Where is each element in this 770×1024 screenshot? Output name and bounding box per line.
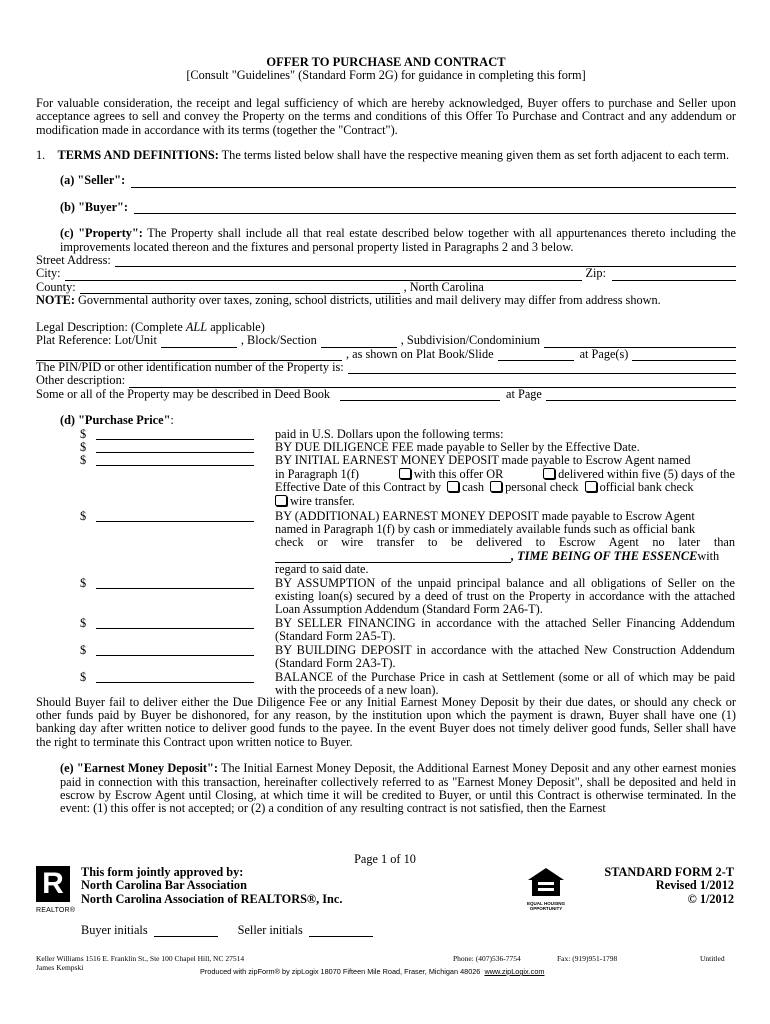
property-label: (c) "Property":: [60, 226, 143, 241]
street-row: [36, 254, 736, 267]
county-row: [36, 281, 736, 294]
produced-by: [200, 965, 544, 978]
revised-date: Revised 1/2012: [655, 878, 734, 893]
earnest-label: (e) "Earnest Money Deposit":: [60, 761, 218, 776]
additional-em-field[interactable]: [96, 510, 254, 522]
form-subtitle: [Consult "Guidelines" (Standard Form 2G) for guidance in completing this form]: [186, 68, 586, 83]
dollar-sign: $: [80, 439, 87, 454]
additional-em-line-4: [275, 550, 735, 563]
wire-transfer-checkbox[interactable]: [275, 495, 287, 506]
seller-financing-text: BY SELLER FINANCING in accordance with the attached Seller Financing Addendum (Standard Form 2A5-T).: [275, 615, 735, 643]
block-field[interactable]: [321, 337, 397, 348]
legal-all: ALL: [185, 319, 208, 334]
deed-book-field[interactable]: [340, 390, 500, 401]
price-row-additional-em: [36, 508, 736, 577]
paid-text: paid in U.S. Dollars upon the following terms:: [275, 426, 504, 441]
seller-row: [36, 174, 736, 187]
dollar-sign: $: [80, 508, 87, 523]
agency-fax: Fax: (919)951-1798: [557, 954, 618, 963]
plat-book-label: , as shown on Plat Book/Slide: [346, 346, 494, 361]
price-row-balance: [36, 669, 736, 697]
equal-housing-icon: [526, 866, 566, 898]
property-paragraph: [36, 227, 736, 254]
dollar-sign: $: [80, 642, 87, 657]
additional-em-line-1: BY (ADDITIONAL) EARNEST MONEY DEPOSIT made payable to Escrow Agent: [275, 508, 695, 523]
earnest-paragraph: [36, 762, 736, 816]
zip-field[interactable]: [612, 270, 736, 281]
copyright: © 1/2012: [687, 891, 734, 906]
deed-book-label: Some or all of the Property may be described in Deed Book: [36, 386, 331, 401]
realtor-r-icon: R: [36, 866, 70, 902]
at-page-field[interactable]: [546, 390, 736, 401]
purchase-price-label: (d) "Purchase Price": [60, 413, 171, 428]
dollar-sign: $: [80, 615, 87, 630]
north-carolina-label: , North Carolina: [403, 279, 484, 294]
at-page-label: at Page: [506, 386, 542, 401]
price-row-seller-financing: [36, 615, 736, 643]
pin-field[interactable]: [348, 363, 736, 374]
other-label: Other description:: [36, 373, 126, 388]
lot-unit-field[interactable]: [161, 337, 237, 348]
form-title: OFFER TO PURCHASE AND CONTRACT: [266, 55, 506, 69]
note-label: NOTE:: [36, 293, 75, 308]
city-label: City:: [36, 266, 61, 281]
standard-form: STANDARD FORM 2-T: [604, 865, 734, 879]
price-row-total: [36, 428, 736, 441]
initial-em-line-1: BY INITIAL EARNEST MONEY DEPOSIT made payable to Escrow Agent named: [275, 453, 691, 468]
fail-paragraph: Should Buyer fail to deliver either the Due Diligence Fee or any Initial Earnest Money Deposit by their due dates, or should any check or other funds paid by Buyer be dishonored, for any reason, by the institution upon which the payment is drawn, Buyer shall have one (1) banking day after written notice to deliver good funds to the payee. In the event Buyer does not timely deliver good funds, Seller shall have the right to terminate this Contract upon written notice to Buyer.: [36, 694, 736, 749]
subdivision-field[interactable]: [544, 337, 736, 348]
initial-em-line-3: [275, 481, 735, 494]
block-label: , Block/Section: [240, 333, 317, 348]
buyer-label: (b) "Buyer":: [60, 199, 128, 214]
personal-check-label: personal check: [505, 480, 579, 495]
initial-em-line-4: [275, 495, 735, 508]
county-label: County:: [36, 279, 76, 294]
assumption-field[interactable]: [96, 577, 254, 589]
city-row: [36, 267, 736, 280]
cash-checkbox[interactable]: [447, 481, 459, 492]
initial-em-text: [275, 454, 735, 508]
initial-em-line-2: [275, 468, 735, 481]
purchase-price-field[interactable]: [96, 428, 254, 440]
assumption-text: BY ASSUMPTION of the unpaid principal balance and all obligations of Seller on the existing loan(s) secured by a deed of trust on the Property in accordance with the attached Loan Assumption Addendum (Standard Form 2A6-T).: [275, 575, 735, 617]
cash-label: cash: [462, 480, 485, 495]
initial-em-2b: with this offer OR: [413, 466, 504, 481]
additional-em-line-3: check or wire transfer to be delivered to Escrow Agent no later than: [275, 535, 735, 550]
section-1-number: 1.: [36, 148, 46, 163]
initial-em-2a: in Paragraph 1(f): [275, 466, 359, 481]
other-row: [36, 374, 736, 387]
note-text: Governmental authority over taxes, zoning, school districts, utilities and mail delivery may differ from address shown.: [78, 293, 661, 308]
street-label: Street Address:: [36, 253, 111, 268]
seller-field[interactable]: [131, 177, 736, 188]
dollar-sign: $: [80, 669, 87, 684]
personal-check-checkbox[interactable]: [490, 481, 502, 492]
approval-block: [81, 866, 342, 906]
plat-book-field[interactable]: [498, 350, 574, 361]
plat-row: [36, 334, 736, 347]
official-bank-check-checkbox[interactable]: [585, 481, 597, 492]
at-pages-field[interactable]: [632, 350, 736, 361]
section-1: [36, 149, 736, 162]
price-row-initial-em: [36, 453, 736, 508]
delivered-checkbox[interactable]: [543, 468, 555, 479]
section-1-heading: TERMS AND DEFINITIONS:: [57, 148, 219, 163]
wire-transfer-label: wire transfer.: [290, 493, 355, 508]
note-row: [36, 294, 736, 307]
additional-em-line-2: named in Paragraph 1(f) by cash or immediately available funds such as official bank: [275, 521, 696, 536]
realtors-association: North Carolina Association of REALTORS®, Inc.: [81, 891, 343, 906]
time-essence-text: , TIME BEING OF THE ESSENCE: [511, 548, 698, 563]
earnest-text: The Initial Earnest Money Deposit, the Additional Earnest Money Deposit and any other earnest monies paid in connection with this transaction, hereinafter collectively referred to as "Earnest Money Deposit", shall be deposited and held in escrow by Escrow Agent until Closing, at which time it will be credited to Buyer, or until this Contract is otherwise terminated. In the event: (1) this offer is not accepted; or (2) a condition of any resulting contract is not satisfied, then the Earnest: [60, 761, 736, 816]
initial-em-field[interactable]: [96, 454, 254, 466]
plat-ref-label: Plat Reference: Lot/Unit: [36, 333, 157, 348]
building-deposit-text: BY BUILDING DEPOSIT in accordance with the attached New Construction Addendum (Standard Form 2A3-T).: [275, 642, 735, 670]
form-id-block: [604, 866, 734, 906]
dollar-sign: $: [80, 575, 87, 590]
official-bank-check-label: official bank check: [599, 480, 694, 495]
initial-em-3a: Effective Date of this Contract by: [275, 480, 442, 495]
purchase-price-heading: [36, 414, 736, 427]
agency-phone: Phone: (407)536-7754: [453, 954, 521, 963]
zip-label: Zip:: [585, 266, 606, 281]
at-pages-label: at Page(s): [579, 346, 629, 361]
section-1-text: The terms listed below shall have the respective meaning given them as set forth adjacent to each term.: [221, 148, 730, 163]
additional-em-line-5: regard to said date.: [275, 562, 369, 577]
realtor-wordmark-text: REALTOR: [36, 907, 70, 914]
pin-row: [36, 361, 736, 374]
ziplogix-link[interactable]: www.zipLogix.com: [484, 967, 545, 976]
buyer-field[interactable]: [134, 203, 736, 214]
realtor-wordmark: [36, 904, 76, 917]
street-field[interactable]: [115, 256, 736, 267]
subdivision-label: , Subdivision/Condominium: [400, 333, 541, 348]
agent-name: James Kempski: [36, 963, 84, 972]
city-field[interactable]: [65, 270, 582, 281]
due-diligence-text: BY DUE DILIGENCE FEE made payable to Seller by the Effective Date.: [275, 439, 640, 454]
balance-text: BALANCE of the Purchase Price in cash at Settlement (some or all of which may be paid with the proceeds of a new loan).: [275, 669, 735, 697]
realtor-wordmark-reg: ®: [69, 907, 76, 914]
deed-row: [36, 388, 736, 401]
seller-initials-label: Seller initials: [237, 923, 303, 937]
purchase-price-colon: :: [170, 413, 174, 428]
legal-pre: Legal Description: (Complete: [36, 319, 186, 334]
seller-financing-field[interactable]: [96, 617, 254, 629]
initial-em-2c: delivered within five (5) days of the: [558, 466, 735, 481]
seller-initials-field[interactable]: [309, 926, 373, 937]
pin-label: The PIN/PID or other identification number of the Property is:: [36, 359, 344, 374]
building-deposit-field[interactable]: [96, 644, 254, 656]
agency-address: Keller Williams 1516 E. Franklin St., Ste 100 Chapel Hill, NC 27514: [36, 954, 245, 963]
price-row-due-diligence: [36, 441, 736, 454]
due-diligence-field[interactable]: [96, 441, 254, 453]
initials-row: [81, 924, 373, 937]
seller-label: (a) "Seller":: [60, 173, 126, 188]
buyer-row: [36, 201, 736, 214]
property-text: The Property shall include all that real estate described below together with all appurtenances thereto including the improvements located thereon and the fixtures and personal property listed in Paragraphs 2 and 3 below.: [60, 226, 736, 254]
dollar-sign: $: [80, 453, 87, 468]
price-row-building-deposit: [36, 642, 736, 670]
legal-description: [36, 321, 736, 334]
buyer-initials-field[interactable]: [154, 926, 218, 937]
equal-housing-text: EQUAL HOUSING OPPORTUNITY: [527, 901, 565, 912]
bar-association: North Carolina Bar Association: [81, 878, 247, 893]
page-number: Page 1 of 10: [354, 852, 416, 866]
contract-page: [36, 56, 736, 816]
equal-housing-logo: [526, 866, 566, 912]
produced-text: Produced with zipForm® by zipLogix 18070 Fifteen Mile Road, Fraser, Michigan 48026: [200, 967, 481, 976]
buyer-initials-label: Buyer initials: [81, 923, 148, 937]
with-text: with: [697, 548, 720, 563]
additional-em-text: [275, 510, 735, 577]
approved-by: This form jointly approved by:: [81, 865, 244, 879]
with-offer-checkbox[interactable]: [399, 468, 411, 479]
intro-paragraph: For valuable consideration, the receipt and legal sufficiency of which are hereby acknowledged, Buyer offers to purchase and Seller upon acceptance agrees to sell and convey the Property on the terms and conditions of this Offer To Purchase and Contract and any addendum or modification made in accordance with its terms (together the "Contract").: [36, 95, 736, 137]
plat-book-row: [36, 348, 736, 361]
dollar-sign: $: [80, 426, 87, 441]
purchase-price-table: [36, 428, 736, 696]
balance-field[interactable]: [96, 671, 254, 683]
document-name: Untitled: [700, 954, 725, 963]
legal-post: applicable): [207, 319, 265, 334]
price-row-assumption: [36, 575, 736, 617]
realtor-logo: [36, 866, 76, 914]
